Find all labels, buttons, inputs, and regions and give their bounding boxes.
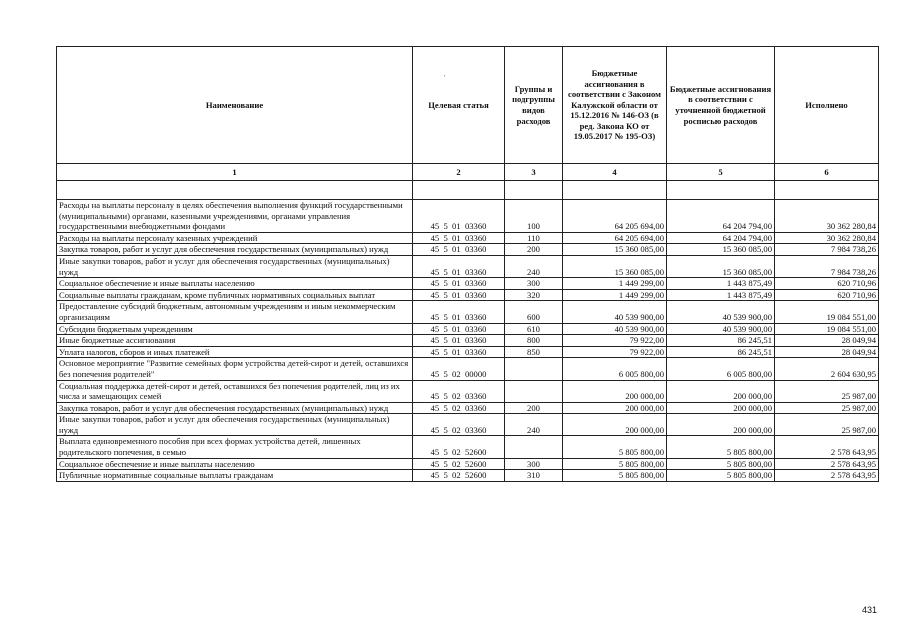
- row-budget-law: 200 000,00: [563, 402, 667, 414]
- row-group: 850: [505, 346, 563, 358]
- row-budget-refined: 86 245,51: [667, 346, 775, 358]
- row-name: Субсидии бюджетным учреждениям: [57, 323, 413, 335]
- row-target-code: 45 5 01 03360: [413, 278, 505, 290]
- row-name: Публичные нормативные социальные выплаты гражданам: [57, 470, 413, 482]
- row-budget-law: 200 000,00: [563, 414, 667, 436]
- row-target-code: 45 5 02 00000: [413, 358, 505, 380]
- row-name: Закупка товаров, работ и услуг для обеспечения государственных (муниципальных) нужд: [57, 402, 413, 414]
- row-executed: 2 578 643,95: [775, 436, 879, 458]
- row-group: [505, 380, 563, 402]
- row-group: 200: [505, 402, 563, 414]
- row-budget-refined: 15 360 085,00: [667, 244, 775, 256]
- column-number: 4: [563, 164, 667, 181]
- table-row: [57, 458, 879, 470]
- row-name: Социальное обеспечение и иные выплаты населению: [57, 278, 413, 290]
- row-budget-law: 5 805 800,00: [563, 470, 667, 482]
- row-budget-law: 1 449 299,00: [563, 289, 667, 301]
- header-groups: Группы и подгруппы видов расходов: [505, 47, 563, 164]
- column-number: 5: [667, 164, 775, 181]
- row-executed: 28 049,94: [775, 346, 879, 358]
- table-row: [57, 278, 879, 290]
- row-target-code: 45 5 01 03360: [413, 200, 505, 233]
- header-target: Целевая статья: [413, 47, 505, 164]
- row-budget-refined: 1 443 875,49: [667, 289, 775, 301]
- row-budget-refined: 64 204 794,00: [667, 232, 775, 244]
- row-executed: 7 984 738,26: [775, 255, 879, 277]
- table-row: [57, 358, 879, 380]
- row-target-code: 45 5 01 03360: [413, 255, 505, 277]
- row-target-code: 45 5 01 03360: [413, 346, 505, 358]
- row-budget-refined: 15 360 085,00: [667, 255, 775, 277]
- row-group: 310: [505, 470, 563, 482]
- row-target-code: 45 5 02 52600: [413, 436, 505, 458]
- row-executed: 25 987,00: [775, 402, 879, 414]
- row-target-code: 45 5 01 03360: [413, 323, 505, 335]
- row-budget-refined: 1 443 875,49: [667, 278, 775, 290]
- spacer-cell: [667, 181, 775, 200]
- row-group: 610: [505, 323, 563, 335]
- row-name: Основное мероприятие "Развитие семейных форм устройства детей-сирот и детей, оставшихся без попечения родителей": [57, 358, 413, 380]
- row-group: 200: [505, 244, 563, 256]
- row-budget-law: 6 005 800,00: [563, 358, 667, 380]
- row-group: 240: [505, 414, 563, 436]
- row-budget-refined: 5 805 800,00: [667, 436, 775, 458]
- budget-table: [56, 46, 879, 482]
- row-executed: 25 987,00: [775, 380, 879, 402]
- row-budget-law: 79 922,00: [563, 346, 667, 358]
- row-executed: 19 084 551,00: [775, 323, 879, 335]
- row-budget-refined: 64 204 794,00: [667, 200, 775, 233]
- row-budget-refined: 5 805 800,00: [667, 458, 775, 470]
- column-number: 6: [775, 164, 879, 181]
- row-name: Иные закупки товаров, работ и услуг для обеспечения государственных (муниципальных) нужд: [57, 255, 413, 277]
- row-budget-refined: 200 000,00: [667, 414, 775, 436]
- spacer-cell: [563, 181, 667, 200]
- row-group: 300: [505, 458, 563, 470]
- table-row: [57, 255, 879, 277]
- row-group: [505, 436, 563, 458]
- scan-mark: ': [444, 74, 446, 82]
- row-target-code: 45 5 02 03360: [413, 380, 505, 402]
- table-row: [57, 323, 879, 335]
- row-target-code: 45 5 01 03360: [413, 301, 505, 323]
- row-budget-refined: 40 539 900,00: [667, 301, 775, 323]
- row-group: [505, 358, 563, 380]
- row-name: Расходы на выплаты персоналу в целях обеспечения выполнения функций государственными (муниципальными) органами, казенными учреждениями, органами управления государственными внебюджетными фондами: [57, 200, 413, 233]
- row-target-code: 45 5 02 03360: [413, 414, 505, 436]
- row-executed: 25 987,00: [775, 414, 879, 436]
- row-budget-law: 79 922,00: [563, 335, 667, 347]
- spacer-cell: [775, 181, 879, 200]
- table-row: [57, 301, 879, 323]
- row-name: Социальное обеспечение и иные выплаты населению: [57, 458, 413, 470]
- spacer-row: [57, 181, 879, 200]
- row-budget-law: 15 360 085,00: [563, 255, 667, 277]
- table-row: [57, 346, 879, 358]
- row-budget-law: 64 205 694,00: [563, 232, 667, 244]
- row-group: 100: [505, 200, 563, 233]
- row-executed: 620 710,96: [775, 278, 879, 290]
- row-budget-law: 40 539 900,00: [563, 323, 667, 335]
- row-budget-refined: 40 539 900,00: [667, 323, 775, 335]
- column-number: 3: [505, 164, 563, 181]
- row-target-code: 45 5 01 03360: [413, 244, 505, 256]
- spacer-cell: [413, 181, 505, 200]
- row-name: Выплата единовременного пособия при всех формах устройства детей, лишенных родительского попечения, в семью: [57, 436, 413, 458]
- row-budget-law: 1 449 299,00: [563, 278, 667, 290]
- row-name: Иные бюджетные ассигнования: [57, 335, 413, 347]
- row-target-code: 45 5 02 52600: [413, 470, 505, 482]
- header-executed: Исполнено: [775, 47, 879, 164]
- table-row: [57, 414, 879, 436]
- row-budget-law: 5 805 800,00: [563, 436, 667, 458]
- row-budget-refined: 200 000,00: [667, 380, 775, 402]
- row-budget-law: 5 805 800,00: [563, 458, 667, 470]
- row-group: 110: [505, 232, 563, 244]
- row-group: 240: [505, 255, 563, 277]
- row-budget-law: 200 000,00: [563, 380, 667, 402]
- row-group: 320: [505, 289, 563, 301]
- row-executed: 30 362 280,84: [775, 232, 879, 244]
- row-budget-refined: 6 005 800,00: [667, 358, 775, 380]
- column-number: 1: [57, 164, 413, 181]
- row-budget-law: 64 205 694,00: [563, 200, 667, 233]
- row-executed: 2 578 643,95: [775, 470, 879, 482]
- header-budget-refined: Бюджетные ассигнования в соответствии с уточненной бюджетной росписью расходов: [667, 47, 775, 164]
- row-group: 600: [505, 301, 563, 323]
- header-row: [57, 47, 879, 164]
- column-number: 2: [413, 164, 505, 181]
- row-budget-refined: 200 000,00: [667, 402, 775, 414]
- row-group: 300: [505, 278, 563, 290]
- table-row: [57, 470, 879, 482]
- row-executed: 2 578 643,95: [775, 458, 879, 470]
- row-budget-law: 15 360 085,00: [563, 244, 667, 256]
- row-name: Закупка товаров, работ и услуг для обеспечения государственных (муниципальных) нужд: [57, 244, 413, 256]
- row-name: Иные закупки товаров, работ и услуг для обеспечения государственных (муниципальных) нужд: [57, 414, 413, 436]
- header-budget-law: Бюджетные ассигнования в соответствии с Законом Калужской области от 15.12.2016 № 146-ОЗ (в ред. Закона КО от 19.05.2017 № 195-ОЗ): [563, 47, 667, 164]
- spacer-cell: [57, 181, 413, 200]
- row-target-code: 45 5 01 03360: [413, 289, 505, 301]
- row-name: Расходы на выплаты персоналу казенных учреждений: [57, 232, 413, 244]
- row-target-code: 45 5 01 03360: [413, 232, 505, 244]
- row-executed: 7 984 738,26: [775, 244, 879, 256]
- row-budget-law: 40 539 900,00: [563, 301, 667, 323]
- row-target-code: 45 5 01 03360: [413, 335, 505, 347]
- table-row: [57, 244, 879, 256]
- row-target-code: 45 5 02 52600: [413, 458, 505, 470]
- table-row: [57, 402, 879, 414]
- row-executed: 30 362 280,84: [775, 200, 879, 233]
- row-name: Социальные выплаты гражданам, кроме публичных нормативных социальных выплат: [57, 289, 413, 301]
- row-group: 800: [505, 335, 563, 347]
- row-name: Уплата налогов, сборов и иных платежей: [57, 346, 413, 358]
- row-budget-refined: 5 805 800,00: [667, 470, 775, 482]
- table-row: [57, 380, 879, 402]
- column-number-row: [57, 164, 879, 181]
- table-row: [57, 289, 879, 301]
- row-executed: 19 084 551,00: [775, 301, 879, 323]
- row-name: Предоставление субсидий бюджетным, автономным учреждениям и иным некоммерческим организациям: [57, 301, 413, 323]
- table-row: [57, 200, 879, 233]
- row-executed: 2 604 630,95: [775, 358, 879, 380]
- row-name: Социальная поддержка детей-сирот и детей, оставшихся без попечения родителей, лиц из их числа и замещающих семей: [57, 380, 413, 402]
- table-row: [57, 436, 879, 458]
- spacer-cell: [505, 181, 563, 200]
- header-name: Наименование: [57, 47, 413, 164]
- row-executed: 620 710,96: [775, 289, 879, 301]
- page-number: 431: [862, 605, 878, 615]
- table-row: [57, 232, 879, 244]
- table-row: [57, 335, 879, 347]
- row-executed: 28 049,94: [775, 335, 879, 347]
- row-target-code: 45 5 02 03360: [413, 402, 505, 414]
- row-budget-refined: 86 245,51: [667, 335, 775, 347]
